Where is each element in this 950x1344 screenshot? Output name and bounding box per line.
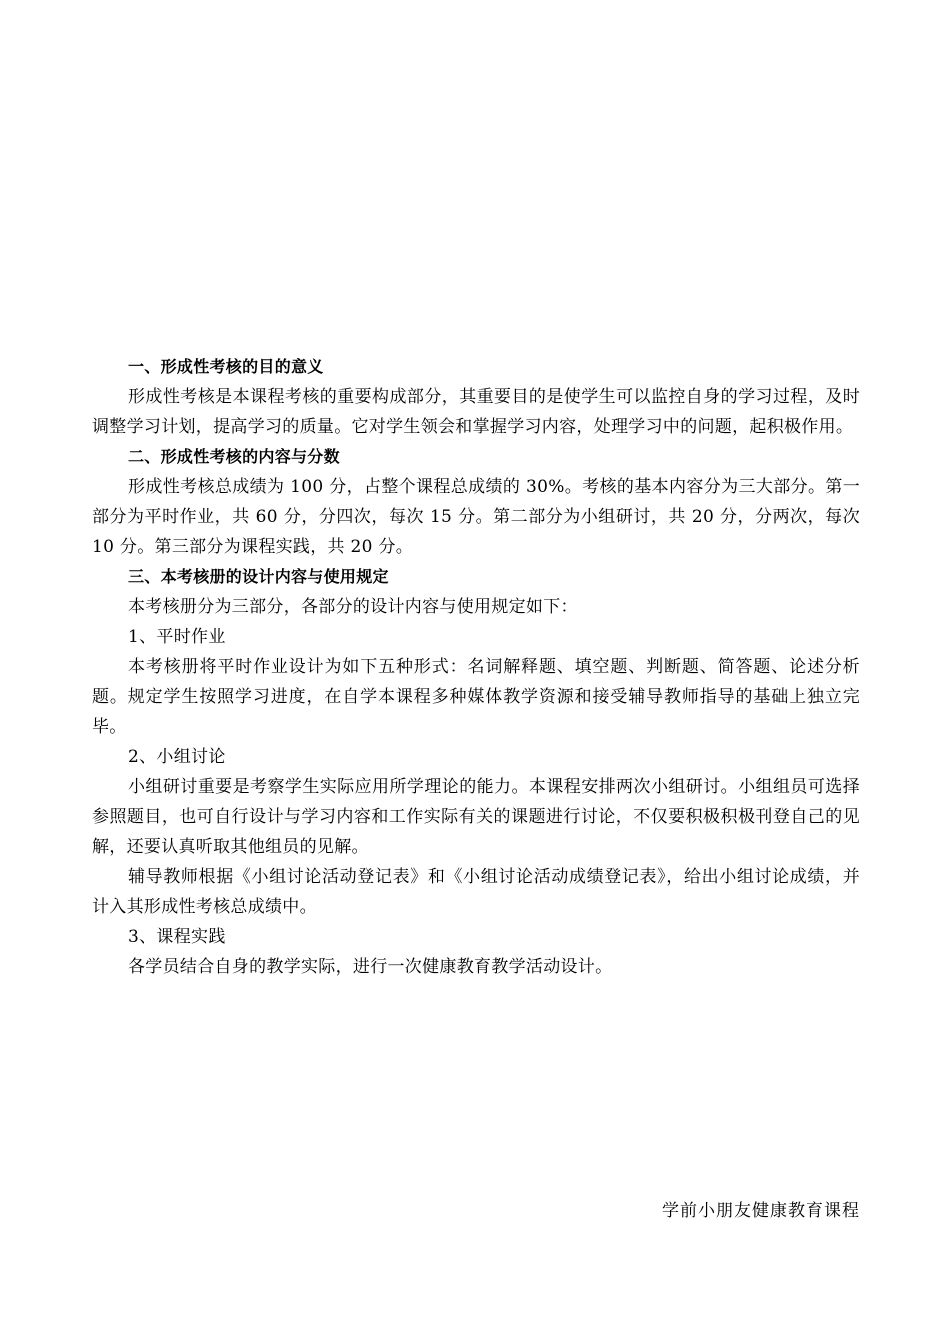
item-2-title: 2、小组讨论 <box>128 747 226 767</box>
item-3-title: 3、课程实践 <box>128 927 226 947</box>
item-1-title: 1、平时作业 <box>128 627 226 647</box>
document-body <box>92 352 860 982</box>
item-2-paragraph-2: 辅导教师根据《小组讨论活动登记表》和《小组讨论活动成绩登记表》，给出小组讨论成绩，并计入其形成性考核总成绩中。 <box>92 867 860 917</box>
section-1-heading: 一、形成性考核的目的意义 <box>128 357 324 376</box>
footer-course-name: 学前小朋友健康教育课程 <box>662 1201 860 1221</box>
item-2-paragraph-1: 小组研讨重要是考察学生实际应用所学理论的能力。本课程安排两次小组研讨。小组组员可选择参照题目，也可自行设计与学习内容和工作实际有关的课题进行讨论，不仅要积极积极刊登自己的见解，还要认真听取其他组员的见解。 <box>92 777 860 857</box>
section-3-heading: 三、本考核册的设计内容与使用规定 <box>128 567 389 586</box>
section-2-paragraph: 形成性考核总成绩为 100 分，占整个课程总成绩的 30%。考核的基本内容分为三大部分。第一部分为平时作业，共 60 分，分四次，每次 15 分。第二部分为小组研讨，共 20 分，分两次，每次 10 分。第三部分为课程实践，共 20 分。 <box>92 477 860 557</box>
section-1-paragraph: 形成性考核是本课程考核的重要构成部分，其重要目的是使学生可以监控自身的学习过程，及时调整学习计划，提高学习的质量。它对学生领会和掌握学习内容，处理学习中的问题，起积极作用。 <box>92 387 860 437</box>
item-3-paragraph: 各学员结合自身的教学实际，进行一次健康教育教学活动设计。 <box>128 957 613 977</box>
section-2-heading: 二、形成性考核的内容与分数 <box>128 447 340 466</box>
section-3-intro: 本考核册分为三部分，各部分的设计内容与使用规定如下： <box>128 597 578 617</box>
item-1-paragraph: 本考核册将平时作业设计为如下五种形式：名词解释题、填空题、判断题、简答题、论述分析题。规定学生按照学习进度，在自学本课程多种媒体教学资源和接受辅导教师指导的基础上独立完毕。 <box>92 657 860 737</box>
